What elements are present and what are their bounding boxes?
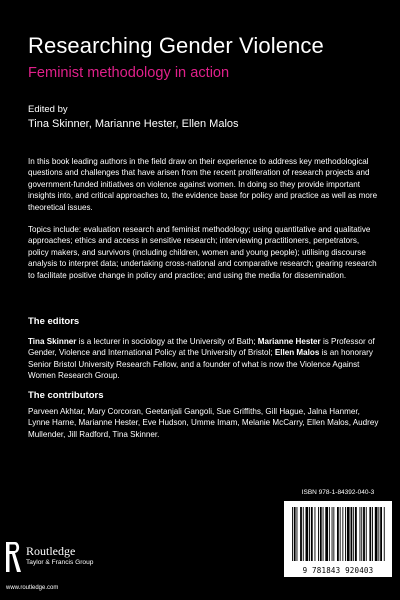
barcode-bar xyxy=(340,507,341,561)
editor-bio-3: is an honorary Senior Bristol University Research Fellow, and a founder of what is now the Violence Against Women Research Group. xyxy=(28,348,373,381)
publisher-group: Taylor & Francis Group xyxy=(26,559,94,566)
barcode-bar xyxy=(337,507,339,561)
barcode-bar xyxy=(380,507,382,561)
barcode-bar xyxy=(366,507,367,561)
editor-bio-2: is Professor of Gender, Violence and International Policy at the University of Bristol; xyxy=(28,337,375,358)
editor-names: Tina Skinner, Marianne Hester, Ellen Malos xyxy=(28,118,239,130)
barcode-bar xyxy=(325,507,328,561)
barcode-bar xyxy=(347,507,350,561)
editors-heading: The editors xyxy=(28,316,80,327)
barcode-bar xyxy=(361,507,362,561)
editor-bio-1: is a lecturer in sociology at the University of Bath; xyxy=(76,337,258,346)
barcode-bar xyxy=(332,507,333,561)
blurb-paragraph-1: In this book leading authors in the field draw on their experience to address key methodological questions and challenges that have arisen from the recent proliferation of research projects and government-funded initiatives on violence against women. In doing so they provide important insights into, and critical approaches to, the evidence base for policy and practice as well as more theoretical issues. xyxy=(28,157,378,212)
barcode-bar xyxy=(297,507,298,561)
barcode-bar xyxy=(355,507,357,561)
blurb-paragraph-2: Topics include: evaluation research and feminist methodology; using quantitative and qualitative approaches; ethics and access in sensitive research; interviewing practitioners, perpetrators, policy makers, and survivors (including children, women and young people); utilising discourse analysis to interpret data; undertaking cross-national and comparative research; gearing research to facilitate positive change in policy and practice; and using the media for dissemination. xyxy=(28,225,377,280)
publisher-url[interactable]: www.routledge.com xyxy=(6,585,59,591)
barcode-bar xyxy=(309,507,310,561)
barcode-bar xyxy=(360,507,361,561)
contributors-heading: The contributors xyxy=(28,390,104,401)
barcode-bar xyxy=(329,507,330,561)
barcode-bar xyxy=(306,507,309,561)
barcode-bar xyxy=(318,507,319,561)
publisher-name: Routledge xyxy=(26,544,76,558)
routledge-r-logo-icon xyxy=(4,540,24,576)
barcode-bar xyxy=(320,507,322,561)
barcode-bar xyxy=(292,507,293,561)
barcode-bars xyxy=(284,501,392,565)
isbn-label: ISBN 978-1-84392-040-3 xyxy=(301,489,375,496)
book-subtitle: Feminist methodology in action xyxy=(28,65,230,81)
barcode-bar xyxy=(384,507,385,561)
barcode-bar xyxy=(378,507,379,561)
barcode-bar xyxy=(342,507,343,561)
contributors-list: Parveen Akhtar, Mary Corcoran, Geetanjali Gangoli, Sue Griffiths, Gill Hague, Jalna Hanmer, Lynne Harne, Marianne Hester, Eve Hudson, Umme Imam, Melanie McCarry, Ellen Malos, Audrey Mullender, Jill Radford, Tina Skinner. xyxy=(28,407,379,439)
barcode-bar xyxy=(353,507,354,561)
barcode-bar xyxy=(375,507,378,561)
barcode-number: 9 781843 920403 xyxy=(302,566,374,575)
editor-name-hester: Marianne Hester xyxy=(257,337,321,346)
editor-name-skinner: Tina Skinner xyxy=(28,337,77,346)
book-title: Researching Gender Violence xyxy=(28,33,324,58)
edited-by-label: Edited by xyxy=(28,104,68,115)
barcode xyxy=(284,501,392,577)
editor-name-malos: Ellen Malos xyxy=(274,348,320,358)
barcode-bar xyxy=(333,507,334,561)
barcode-bar xyxy=(363,507,365,561)
editors-bio xyxy=(28,336,380,382)
barcode-bar xyxy=(303,507,304,561)
barcode-bar xyxy=(315,507,316,561)
barcode-bar xyxy=(345,507,346,561)
barcode-bar xyxy=(351,507,353,561)
barcode-bar xyxy=(372,507,373,561)
barcode-bar xyxy=(369,507,371,561)
barcode-bar xyxy=(311,507,313,561)
barcode-bar xyxy=(323,507,324,561)
barcode-bar xyxy=(300,507,302,561)
barcode-bar xyxy=(294,507,296,561)
